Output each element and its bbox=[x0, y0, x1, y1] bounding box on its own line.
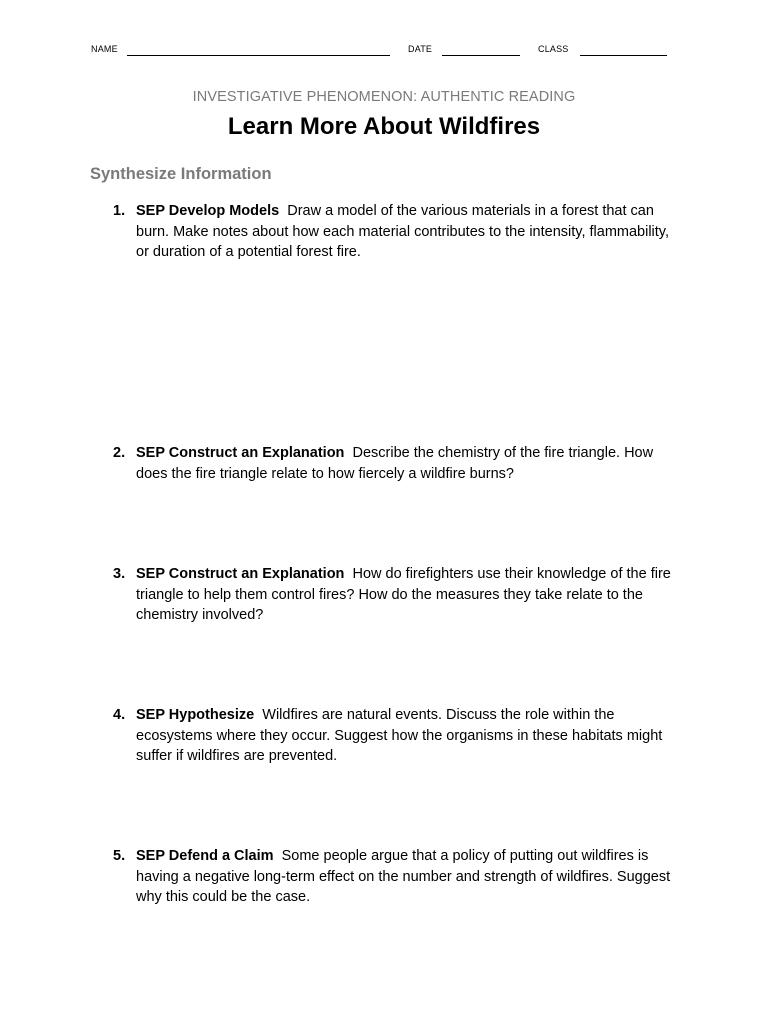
question-item bbox=[113, 564, 684, 626]
student-info-header bbox=[0, 43, 768, 59]
name-label: NAME bbox=[91, 44, 118, 54]
question-number: 2. bbox=[113, 445, 126, 461]
question-prompt: Draw a model of the various materials in a forest that can burn. Make notes about how each material contributes to the intensity, flammability, or duration of a potential forest fire. bbox=[136, 203, 670, 260]
question-practice-label: SEP Construct an Explanation bbox=[136, 445, 345, 461]
class-blank-line[interactable] bbox=[580, 55, 667, 56]
question-practice-label: SEP Defend a Claim bbox=[136, 848, 274, 864]
question-number: 1. bbox=[113, 203, 126, 219]
question-prompt: Some people argue that a policy of putting out wildfires is having a negative long-term effect on the number and strength of wildfires. Suggest why this could be the case. bbox=[136, 848, 671, 905]
page-title: Learn More About Wildfires bbox=[227, 113, 541, 140]
question-item bbox=[113, 201, 684, 263]
question-prompt: How do firefighters use their knowledge of the fire triangle to help them control fires? How do the measures they take relate to the chemistry involved? bbox=[136, 566, 671, 623]
question-number: 4. bbox=[113, 707, 126, 723]
class-label: CLASS bbox=[538, 44, 569, 54]
question-prompt: Wildfires are natural events. Discuss the role within the ecosystems where they occur. Suggest how the organisms in these habitats might suffer if wildfires are prevented. bbox=[136, 707, 663, 764]
question-item bbox=[113, 443, 684, 484]
question-number: 3. bbox=[113, 566, 126, 582]
question-item bbox=[113, 705, 684, 767]
question-item bbox=[113, 846, 684, 908]
name-blank-line[interactable] bbox=[127, 55, 390, 56]
question-practice-label: SEP Develop Models bbox=[136, 203, 280, 219]
page-kicker: INVESTIGATIVE PHENOMENON: AUTHENTIC READING bbox=[192, 89, 576, 105]
date-blank-line[interactable] bbox=[442, 55, 520, 56]
question-practice-label: SEP Hypothesize bbox=[136, 707, 255, 723]
question-number: 5. bbox=[113, 848, 126, 864]
date-label: DATE bbox=[408, 44, 433, 54]
question-prompt: Describe the chemistry of the fire triangle. How does the fire triangle relate to how fiercely a wildfire burns? bbox=[136, 445, 654, 482]
section-heading: Synthesize Information bbox=[90, 165, 272, 183]
question-practice-label: SEP Construct an Explanation bbox=[136, 566, 345, 582]
